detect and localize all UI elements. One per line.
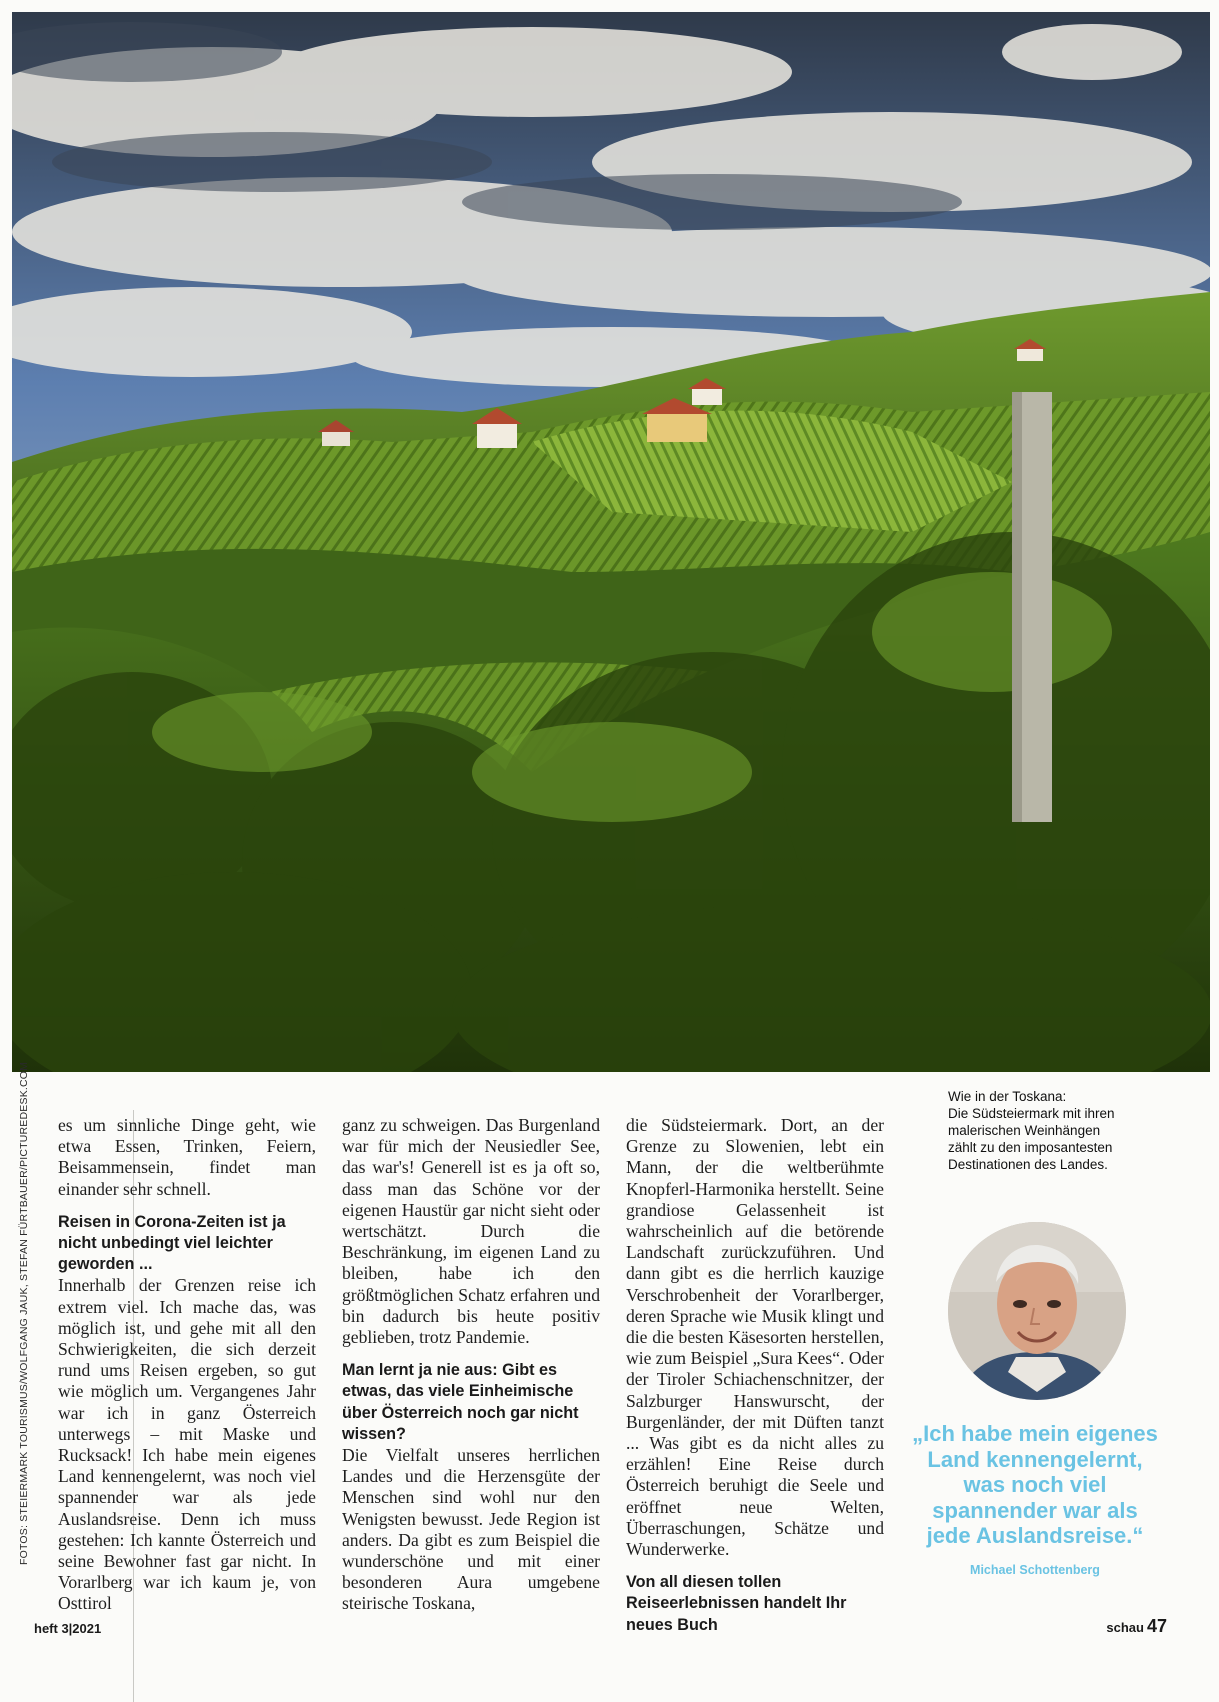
pull-quote-line: „Ich habe mein eigenes bbox=[912, 1421, 1158, 1446]
pull-quote-line: spannender war als bbox=[932, 1497, 1138, 1523]
pull-quote-author: Michael Schottenberg bbox=[970, 1563, 1100, 1577]
article-column-2 bbox=[342, 1115, 600, 1615]
article-column-3 bbox=[626, 1115, 884, 1636]
photo-caption bbox=[948, 1088, 1198, 1173]
hero-photo-vineyards bbox=[12, 12, 1210, 1072]
caption-line: zählt zu den imposantesten bbox=[948, 1140, 1113, 1155]
caption-line: Wie in der Toskana: bbox=[948, 1089, 1067, 1104]
vineyard-landscape-image bbox=[12, 12, 1210, 1072]
column-3-paragraph-1: die Südsteiermark. Dort, an der Grenze zu Slowenien, lebt ein Mann, der die weltberühmte Knopferl-Harmonika herstellt. Seine grandiose Gelassenheit ist wahrscheinlich auf die betörende Landschaft zurückzuführen. Und dann gibt es die herrlich kauzige Verschrobenheit der Vorarlberger, deren Sprache wie Musik klingt und die die besten Käsesorten herstellen, wie zum Beispiel „Sura Kees“. Oder der Tiroler Schiachenschnitzer, der Salzburger Hanswurscht, der Burgenländer, der mit Düften tanzt ... Was gibt es da nicht alles zu erzählen! Eine Reise durch Österreich beruhigt die Seele und eröffnet neue Welten, Überraschungen, Schätze und Wunderwerke. bbox=[626, 1115, 884, 1560]
caption-line: Destinationen des Landes. bbox=[948, 1157, 1108, 1172]
page-folio bbox=[1106, 1616, 1167, 1637]
issue-number: heft 3|2021 bbox=[34, 1621, 102, 1636]
interview-question-3: Von all diesen tollen Reiseerlebnissen handelt Ihr neues Buch bbox=[626, 1573, 847, 1634]
column-2-paragraph-2: Die Vielfalt unseres herrlichen Landes und die Herzensgüte der Menschen sind wohl nur den Wenigsten bewusst. Jede Region ist anders. Da gibt es zum Beispiel die wunderschöne und mit einer besonderen Aura umgebene steirische Toskana, bbox=[342, 1445, 600, 1614]
portrait-image bbox=[948, 1222, 1126, 1400]
interview-question-2: Man lernt ja nie aus: Gibt es etwas, das viele Einheimische über Österreich noch gar nicht wissen? bbox=[342, 1361, 579, 1443]
page-number: 47 bbox=[1146, 1616, 1167, 1636]
pull-quote bbox=[886, 1421, 1184, 1549]
caption-line: Die Südsteiermark mit ihren bbox=[948, 1106, 1115, 1121]
magazine-name: schau bbox=[1106, 1620, 1144, 1635]
column-1-paragraph-1: es um sinnliche Dinge geht, wie etwa Essen, Trinken, Feiern, Beisammensein, findet man einander sehr schnell. bbox=[58, 1115, 316, 1199]
author-portrait bbox=[948, 1222, 1126, 1400]
photo-credit-text: FOTOS: STEIERMARK TOURISMUS/WOLFGANG JAUK, STEFAN FÜRTBAUER/PICTUREDESK.COM bbox=[18, 1061, 30, 1565]
article-column-1 bbox=[58, 1115, 316, 1615]
column-1-paragraph-2: Innerhalb der Grenzen reise ich extrem viel. Ich mache das, was möglich ist, und gehe mit all den Schwierigkeiten, die sich derzeit rund ums Reisen ergeben, so gut wie möglich um. Vergangenes Jahr war ich in ganz Österreich unterwegs – mit Maske und Rucksack! Ich habe mein eigenes Land kennengelernt, was noch viel spannender war als jede Auslandsreise. Denn ich muss gestehen: Ich kannte Österreich und seine Bewohner fast gar nicht. In Vorarlberg war ich kaum je, von Osttirol bbox=[58, 1275, 316, 1614]
pull-quote-line: was noch viel bbox=[963, 1472, 1107, 1497]
pull-quote-line: jede Auslandsreise.“ bbox=[926, 1523, 1144, 1548]
pull-quote-line: Land kennengelernt, bbox=[927, 1446, 1143, 1472]
interview-question-1: Reisen in Corona-Zeiten ist ja nicht unbedingt viel leichter geworden ... bbox=[58, 1212, 286, 1274]
column-2-paragraph-1: ganz zu schweigen. Das Burgenland war für mich der Neusiedler See, das war's! Generell ist es ja oft so, dass man das Schöne vor der eigenen Haustür gar nicht sieht oder wertschätzt. Durch die Beschränkung, im eigenen Land zu bleiben, habe ich den größtmöglichen Schatz erfahren und bin dadurch bis heute positiv geblieben, trotz Pandemie. bbox=[342, 1115, 600, 1348]
caption-line: malerischen Weinhängen bbox=[948, 1123, 1101, 1138]
